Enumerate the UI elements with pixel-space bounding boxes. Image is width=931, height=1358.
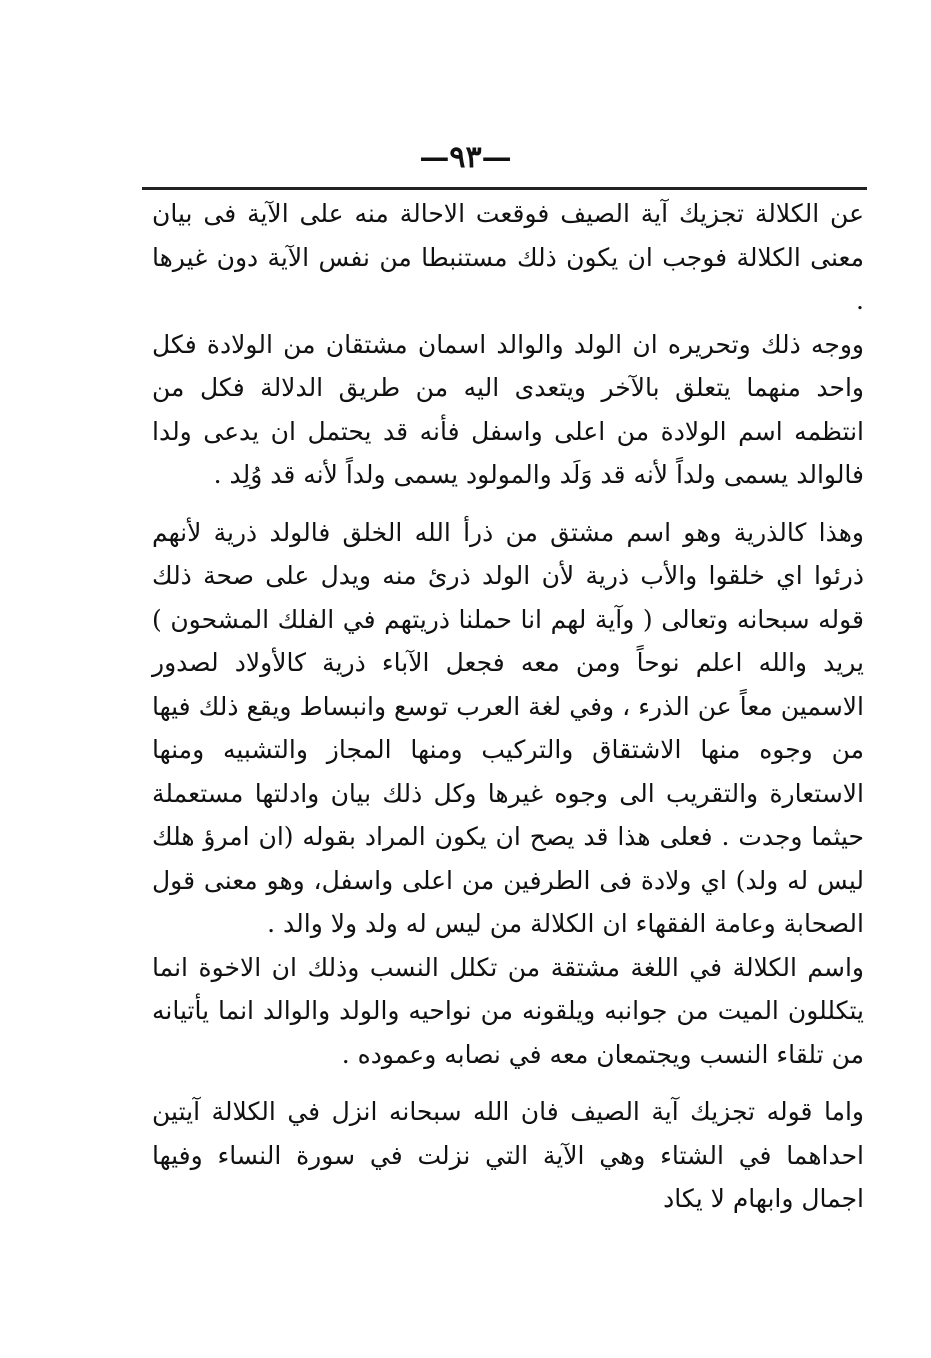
header-rule bbox=[142, 187, 867, 190]
body-text bbox=[152, 192, 864, 1221]
paragraph: عن الكلالة تجزيك آية الصيف فوقعت الاحالة منه على الآية فى بيان معنى الكلالة فوجب ان يكون ذلك مستنبطا من نفس الآية دون غيرها . bbox=[152, 199, 864, 315]
paragraph: واسم الكلالة في اللغة مشتقة من تكلل النسب وذلك ان الاخوة انما يتكللون الميت من جوانبه ويلقونه من نواحيه والولد والوالد انما يأتيانه من تلقاء النسب ويجتمعان معه في نصابه وعموده . bbox=[152, 952, 864, 1069]
paragraph: وهذا كالذرية وهو اسم مشتق من ذرأ الله الخلق فالولد ذرية لأنهم ذرئوا اي خلقوا والأب ذرية لأن الولد ذرئ منه ويدل على صحة ذلك قوله سبحانه وتعالى ( وآية لهم انا حملنا ذريتهم في الفلك المشحون ) يريد والله اعلم نوحاً ومن معه فجعل الآباء ذرية كالأولاد لصدور الاسمين معاً عن الذرء ، وفي لغة العرب توسع وانبساط ويقع ذلك فيها من وجوه منها الاشتقاق والتركيب ومنها المجاز والتشبيه ومنها الاستعارة والتقريب الى وجوه غيرها وكل ذلك بيان وادلتها مستعملة حيثما وجدت . فعلى هذا قد يصح ان يكون المراد بقوله (ان امرؤ هلك ليس له ولد) اي ولادة فى الطرفين من اعلى واسفل، وهو معنى قول الصحابة وعامة الفقهاء ان الكلالة من ليس له ولد ولا والد . bbox=[152, 517, 864, 938]
page-number: —٩٣— bbox=[419, 140, 512, 175]
paragraph: ووجه ذلك وتحريره ان الولد والوالد اسمان مشتقان من الولادة فكل واحد منهما يتعلق بالآخر ويتعدى اليه من طريق الدلالة فكل من انتظمه اسم الولادة من اعلى واسفل فأنه قد يحتمل ان يدعى ولدا فالوالد يسمى ولداً لأنه قد وَلَد والمولود يسمى ولداً لأنه قد وُلِد . bbox=[152, 329, 864, 489]
paragraph: واما قوله تجزيك آية الصيف فان الله سبحانه انزل في الكلالة آيتين احداهما في الشتاء وهي الآية التي نزلت في سورة النساء وفيها اجمال وابهام لا يكاد bbox=[152, 1097, 864, 1213]
